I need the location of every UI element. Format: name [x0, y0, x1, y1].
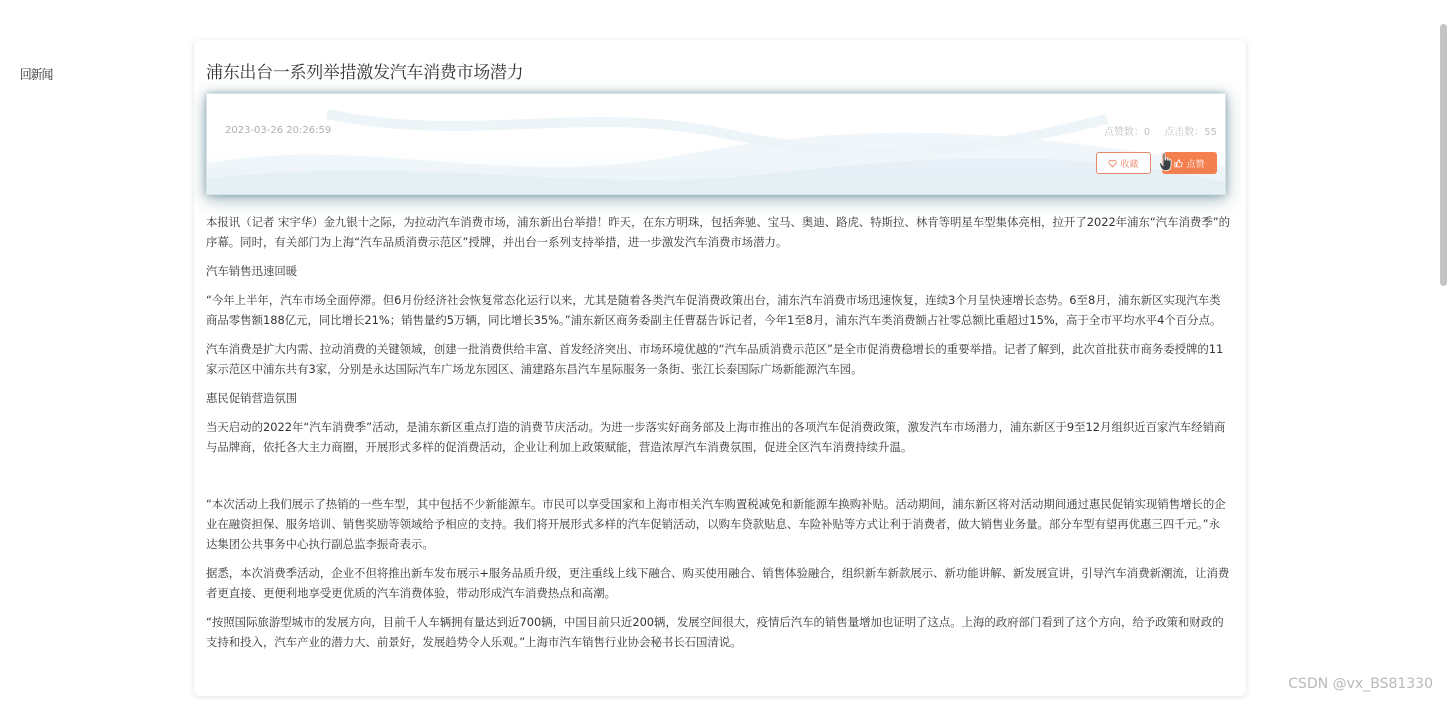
like-count: 点赞数：0	[1103, 127, 1151, 138]
article-stats	[1104, 123, 1217, 138]
article-card	[194, 40, 1246, 696]
article-title: 浦东出台一系列举措激发汽车消费市场潜力	[206, 63, 524, 83]
click-count: 点击数：55	[1164, 127, 1217, 138]
wave-background-decoration	[207, 94, 1225, 194]
favorite-label: 收藏	[1120, 159, 1139, 170]
section-heading: 汽车销售迅速回暖	[206, 264, 298, 278]
heart-icon	[1108, 159, 1117, 168]
section-heading: 惠民促销营造氛围	[206, 391, 298, 405]
paragraph: 据悉，本次消费季活动，企业不但将推出新车发布展示+服务品质升级，更注重线上线下融合、购买使用融合、销售体验融合，组织新车新款展示、新功能讲解、新发展宣讲，引导汽车消费新潮流，让消费者更直接、更便利地享受更优质的汽车消费体验，带动形成汽车消费热点和高潮。	[206, 566, 1230, 600]
like-label: 点赞	[1186, 159, 1205, 170]
article-body	[206, 212, 1231, 661]
article-meta-box	[206, 93, 1226, 195]
paragraph: 本报讯（记者 宋宇华）金九银十之际，为拉动汽车消费市场，浦东新出台举措！昨天，在东方明珠，包括奔驰、宝马、奥迪、路虎、特斯拉、林肯等明星车型集体亮相，拉开了2022年浦东“汽车消费季”的序幕。同时，有关部门为上海“汽车品质消费示范区”授牌，并出台一系列支持举措，进一步激发汽车消费市场潜力。	[206, 215, 1231, 249]
paragraph: “按照国际旅游型城市的发展方向，目前千人车辆拥有量达到近700辆，中国目前只近200辆，发展空间很大，疫情后汽车的销售量增加也证明了这点。上海的政府部门看到了这个方向，给予政策和财政的支持和投入，汽车产业的潜力大、前景好，发展趋势令人乐观。”上海市汽车销售行业协会秘书长石国清说。	[206, 615, 1224, 649]
watermark: CSDN @vx_BS81330	[1288, 676, 1433, 692]
paragraph: “今年上半年，汽车市场全面停滞。但6月份经济社会恢复常态化运行以来，尤其是随着各类汽车促消费政策出台，浦东汽车消费市场迅速恢复，连续3个月呈快速增长态势。6至8月，浦东新区实现汽车类商品零售额188亿元，同比增长21%；销售量约5万辆，同比增长35%。”浦东新区商务委副主任曹磊告诉记者，今年1至8月，浦东汽车类消费额占社零总额比重超过15%，高于全市平均水平4个百分点。	[206, 293, 1222, 327]
hand-cursor-icon	[1159, 152, 1173, 172]
back-to-news-link[interactable]: 回新闻	[20, 68, 53, 83]
paragraph: “本次活动上我们展示了热销的一些车型，其中包括不少新能源车。市民可以享受国家和上海市相关汽车购置税减免和新能源车换购补贴。活动期间，浦东新区将对活动期间通过惠民促销实现销售增长的企业在融资担保、服务培训、销售奖励等领域给予相应的支持。我们将开展形式多样的汽车促销活动，以购车贷款贴息、车险补贴等方式让利于消费者，做大销售业务量。部分车型有望再优惠三四千元。”永达集团公共事务中心执行副总监李振奇表示。	[206, 497, 1226, 551]
paragraph: 当天启动的2022年“汽车消费季”活动，是浦东新区重点打造的消费节庆活动。为进一步落实好商务部及上海市推出的各项汽车促消费政策，激发汽车市场潜力，浦东新区于9至12月组织近百家汽车经销商与品牌商，依托各大主力商圈，开展形式多样的促消费活动，企业让利加上政策赋能，营造浓厚汽车消费氛围，促进全区汽车消费持续升温。	[206, 420, 1226, 454]
publish-date: 2023-03-26 20:26:59	[225, 125, 332, 136]
favorite-button[interactable]	[1096, 152, 1151, 174]
thumbs-up-icon	[1174, 159, 1183, 168]
paragraph: 汽车消费是扩大内需、拉动消费的关键领域，创建一批消费供给丰富、首发经济突出、市场环境优越的“汽车品质消费示范区”是全市促消费稳增长的重要举措。记者了解到，此次首批获市商务委授牌的11家示范区中浦东共有3家，分别是永达国际汽车广场龙东园区、浦建路东昌汽车星际服务一条街、张江长泰国际广场新能源汽车园。	[206, 342, 1224, 376]
page-scrollbar[interactable]	[1440, 24, 1447, 286]
